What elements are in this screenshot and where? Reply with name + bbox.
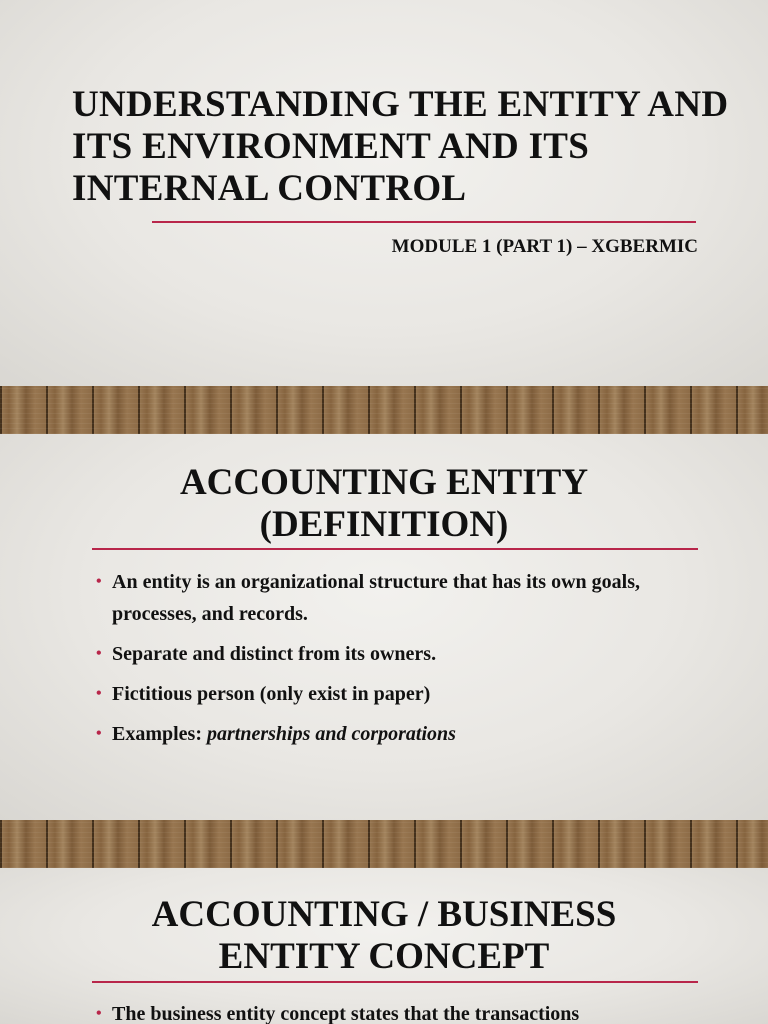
slide-1 <box>0 0 768 386</box>
slide-1-accent-rule <box>152 221 696 223</box>
wood-divider-2 <box>0 820 768 868</box>
slide-2-bullet-list <box>96 566 676 758</box>
list-item <box>96 998 716 1024</box>
slide-2-title-line-2: (DEFINITION) <box>259 504 509 545</box>
bullet-icon: • <box>96 685 102 702</box>
list-item <box>96 638 676 670</box>
slide-2-title-line-1: ACCOUNTING ENTITY <box>179 462 589 503</box>
slide-1-title: UNDERSTANDING THE ENTITY AND ITS ENVIRONMENT AND ITS INTERNAL CONTROL <box>72 84 729 209</box>
slide-3-title-line-1: ACCOUNTING / BUSINESS <box>151 894 617 935</box>
bullet-icon: • <box>96 725 102 742</box>
slide-2-accent-rule <box>92 548 698 550</box>
examples-text: partnerships and corporations <box>207 723 456 745</box>
list-item <box>96 718 676 750</box>
bullet-text: The business entity concept states that the transactions <box>112 1003 580 1024</box>
slide-3-title <box>40 894 728 978</box>
bullet-icon: • <box>96 645 102 662</box>
slide-1-subtitle: MODULE 1 (PART 1) – XGBERMIC <box>391 236 698 257</box>
examples-prefix: Examples: <box>112 723 207 745</box>
bullet-icon: • <box>96 1005 102 1022</box>
bullet-icon: • <box>96 573 102 590</box>
slide-3 <box>0 868 768 1024</box>
list-item <box>96 566 676 630</box>
bullet-text: An entity is an organizational structure that has its own goals, processes, and records. <box>112 571 640 625</box>
wood-divider-1 <box>0 386 768 434</box>
slide-3-bullet-list <box>96 998 716 1024</box>
slide-3-title-line-2: ENTITY CONCEPT <box>218 936 550 977</box>
slide-2-title <box>40 462 728 546</box>
bullet-text: Separate and distinct from its owners. <box>112 643 437 665</box>
slide-2 <box>0 434 768 820</box>
slide-3-accent-rule <box>92 981 698 983</box>
list-item <box>96 678 676 710</box>
bullet-text: Fictitious person (only exist in paper) <box>112 683 431 705</box>
